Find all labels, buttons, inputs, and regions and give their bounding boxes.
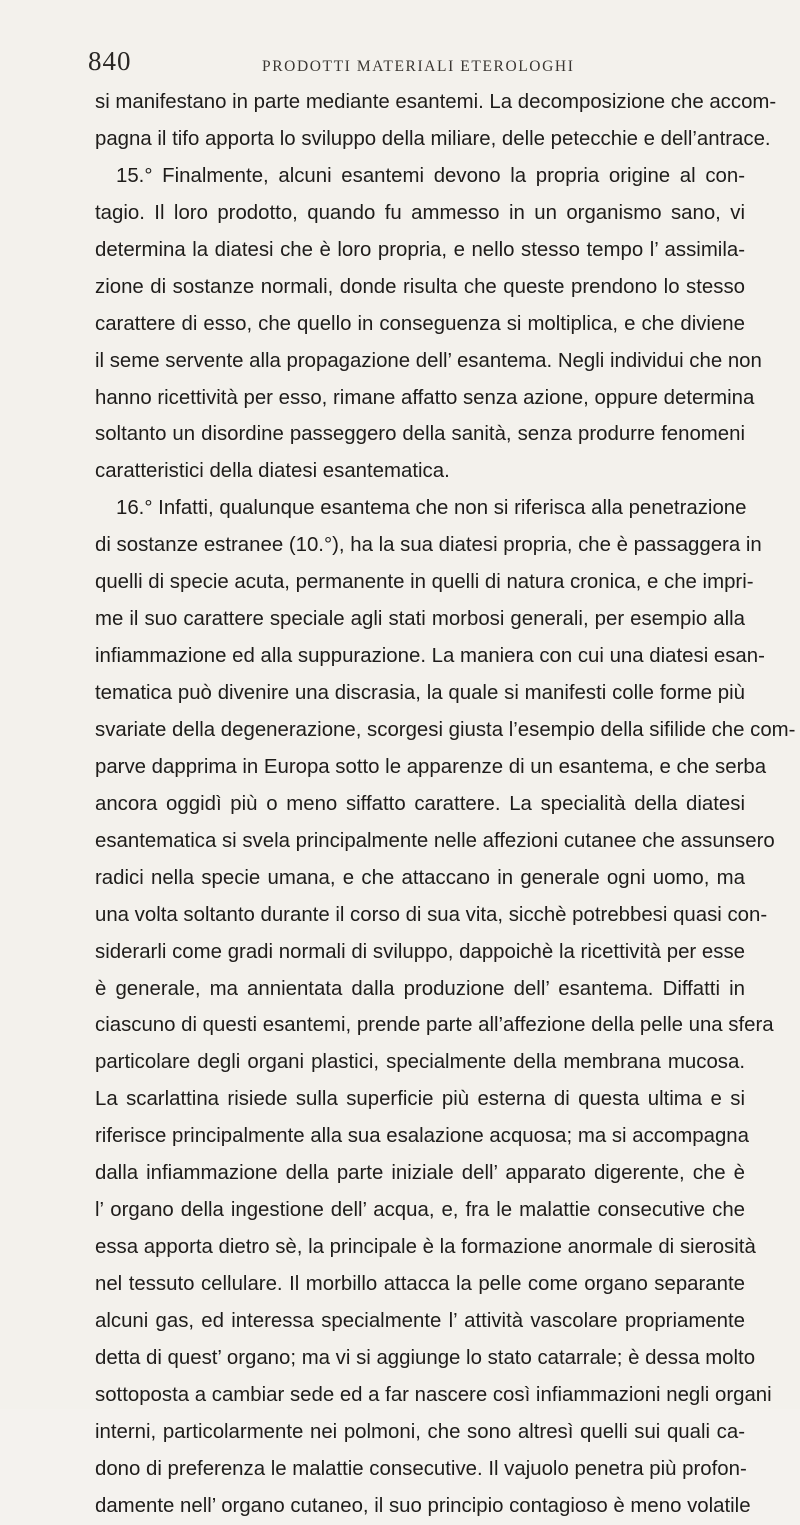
text-line: parve dapprima in Europa sotto le apparenze di un esantema, e che serba bbox=[95, 755, 767, 778]
running-head bbox=[0, 46, 800, 86]
text-line: soltanto un disordine passeggero della sanità, senza produrre fenomeni bbox=[95, 423, 745, 446]
running-title: PRODOTTI MATERIALI ETEROLOGHI bbox=[262, 58, 575, 75]
text-line: esantematica si svela principalmente nelle affezioni cutanee che assunsero bbox=[95, 829, 775, 852]
text-line: è generale, ma annientata dalla produzione dell’ esantema. Diffatti in bbox=[95, 977, 745, 1000]
text-line: essa apporta dietro sè, la principale è la formazione anormale di sierosità bbox=[95, 1236, 756, 1259]
text-line: il seme servente alla propagazione dell’ esantema. Negli individui che non bbox=[95, 349, 762, 372]
text-line: sottoposta a cambiar sede ed a far nascere così infiammazioni negli organi bbox=[95, 1383, 772, 1406]
text-line: 16.° Infatti, qualunque esantema che non si riferisca alla penetrazione bbox=[116, 497, 747, 520]
text-line: alcuni gas, ed interessa specialmente l’ attività vascolare propriamente bbox=[95, 1309, 745, 1332]
text-line: riferisce principalmente alla sua esalazione acquosa; ma si accompagna bbox=[95, 1125, 749, 1148]
text-line: svariate della degenerazione, scorgesi giusta l’esempio della sifilide che com- bbox=[95, 718, 796, 741]
text-line: ciascuno di questi esantemi, prende parte all’affezione della pelle una sfera bbox=[95, 1014, 774, 1037]
text-line: zione di sostanze normali, donde risulta che queste prendono lo stesso bbox=[95, 275, 745, 298]
text-line: infiammazione ed alla suppurazione. La maniera con cui una diatesi esan- bbox=[95, 645, 765, 668]
text-line: La scarlattina risiede sulla superficie più esterna di questa ultima e si bbox=[95, 1088, 745, 1111]
text-line: 15.° Finalmente, alcuni esantemi devono la propria origine al con- bbox=[116, 164, 745, 187]
text-line: ancora oggidì più o meno siffatto carattere. La specialità della diatesi bbox=[95, 792, 745, 815]
text-line: l’ organo della ingestione dell’ acqua, e, fra le malattie consecutive che bbox=[95, 1199, 745, 1222]
text-line: detta di quest’ organo; ma vi si aggiunge lo stato catarrale; è dessa molto bbox=[95, 1346, 756, 1369]
text-line: si manifestano in parte mediante esantemi. La decomposizione che accom- bbox=[95, 91, 777, 113]
text-line: dalla infiammazione della parte iniziale dell’ apparato digerente, che è bbox=[95, 1162, 745, 1185]
text-line: di sostanze estranee (10.°), ha la sua diatesi propria, che è passaggera in bbox=[95, 534, 762, 557]
text-line: tagio. Il loro prodotto, quando fu ammesso in un organismo sano, vi bbox=[95, 201, 745, 224]
text-line: radici nella specie umana, e che attaccano in generale ogni uomo, ma bbox=[95, 866, 745, 889]
text-line: damente nell’ organo cutaneo, il suo principio contagioso è meno volatile bbox=[95, 1494, 751, 1517]
page-number: 840 bbox=[88, 46, 132, 76]
text-line: determina la diatesi che è loro propria, e nello stesso tempo l’ assimila- bbox=[95, 238, 745, 261]
text-line: tematica può divenire una discrasia, la quale si manifesti colle forme più bbox=[95, 682, 745, 704]
text-line: particolare degli organi plastici, specialmente della membrana mucosa. bbox=[95, 1051, 745, 1074]
text-line: me il suo carattere speciale agli stati morbosi generali, per esempio alla bbox=[95, 608, 745, 631]
text-line: dono di preferenza le malattie consecutive. Il vajuolo penetra più profon- bbox=[95, 1457, 747, 1480]
text-line: carattere di esso, che quello in conseguenza si moltiplica, e che diviene bbox=[95, 312, 745, 335]
text-line: siderarli come gradi normali di sviluppo, dappoichè la ricettività per esse bbox=[95, 940, 745, 963]
text-line: una volta soltanto durante il corso di sua vita, sicchè potrebbesi quasi con- bbox=[95, 903, 768, 926]
text-line: interni, particolarmente nei polmoni, che sono altresì quelli sui quali ca- bbox=[95, 1420, 745, 1443]
text-line: quelli di specie acuta, permanente in quelli di natura cronica, e che impri- bbox=[95, 571, 754, 594]
text-line: hanno ricettività per esso, rimane affatto senza azione, oppure determina bbox=[95, 386, 755, 409]
text-line: caratteristici della diatesi esantematica. bbox=[95, 460, 450, 483]
text-line: nel tessuto cellulare. Il morbillo attacca la pelle come organo separante bbox=[95, 1273, 745, 1295]
body-text bbox=[95, 84, 796, 1525]
text-line: pagna il tifo apporta lo sviluppo della miliare, delle petecchie e dell’antrace. bbox=[95, 127, 771, 150]
